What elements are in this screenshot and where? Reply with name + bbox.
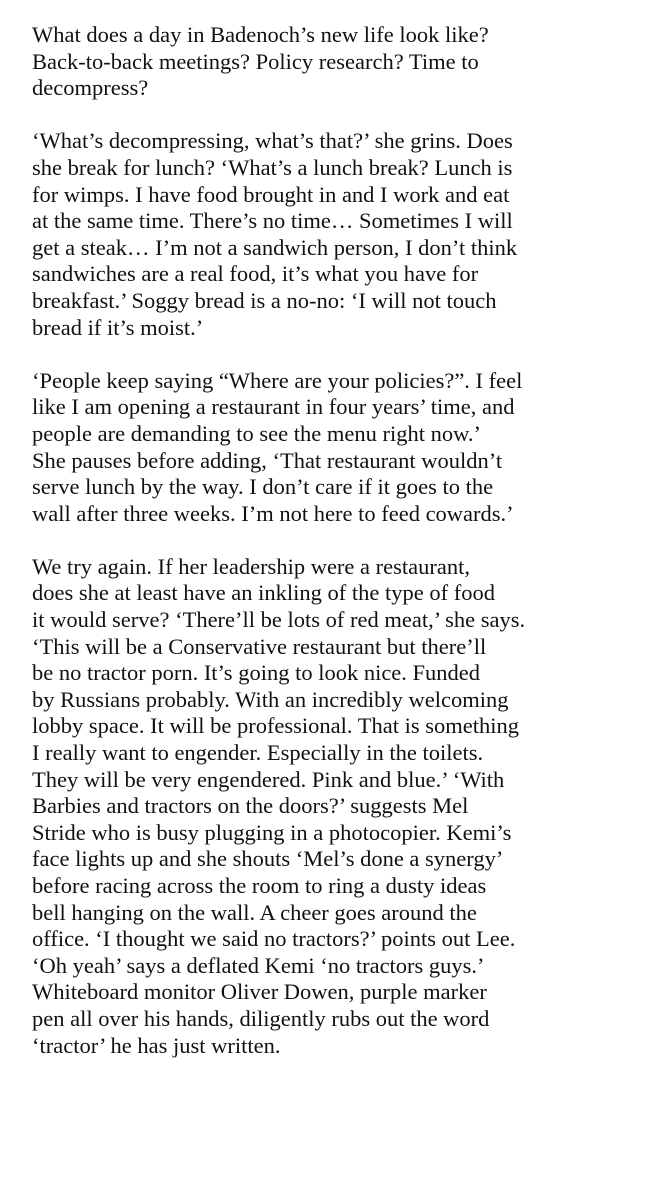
text-line: decompress?: [32, 75, 149, 101]
text-line: at the same time. There’s no time… Sometimes I will: [32, 208, 513, 234]
paragraph-4: [32, 554, 632, 1059]
text-line: What does a day in Badenoch’s new life look like?: [32, 22, 489, 47]
text-line: people are demanding to see the menu right now.’: [32, 420, 482, 446]
text-line: They will be very engendered. Pink and blue.’ ‘With: [32, 766, 505, 792]
article-body: [32, 22, 632, 1086]
text-line: ‘tractor’ he has just written.: [32, 1032, 281, 1058]
text-line: pen all over his hands, diligently rubs out the word: [32, 1005, 490, 1031]
text-line: wall after three weeks. I’m not here to feed cowards.’: [32, 500, 514, 526]
text-line: like I am opening a restaurant in four years’ time, and: [32, 394, 515, 420]
paragraph-3: [32, 368, 632, 528]
text-line: Stride who is busy plugging in a photocopier. Kemi’s: [32, 819, 512, 845]
text-line: it would serve? ‘There’ll be lots of red meat,’ she says.: [32, 607, 526, 633]
text-line: serve lunch by the way. I don’t care if it goes to the: [32, 474, 494, 500]
text-line: face lights up and she shouts ‘Mel’s done a synergy’: [32, 846, 504, 872]
text-line: bread if it’s moist.’: [32, 314, 204, 340]
text-line: does she at least have an inkling of the type of food: [32, 580, 495, 606]
text-line: before racing across the room to ring a dusty ideas: [32, 873, 487, 898]
text-line: ‘What’s decompressing, what’s that?’ she grins. Does: [32, 128, 513, 154]
text-line: I really want to engender. Especially in the toilets.: [32, 740, 484, 766]
text-line: Back-to-back meetings? Policy research? Time to: [32, 48, 479, 74]
text-line: ‘People keep saying “Where are your policies?”. I feel: [32, 367, 523, 393]
text-line: ‘Oh yeah’ says a deflated Kemi ‘no tractors guys.’: [32, 952, 485, 978]
text-line: bell hanging on the wall. A cheer goes around the: [32, 899, 477, 925]
text-line: for wimps. I have food brought in and I work and eat: [32, 181, 510, 207]
text-line: sandwiches are a real food, it’s what you have for: [32, 261, 479, 287]
text-line: breakfast.’ Soggy bread is a no-no: ‘I will not touch: [32, 287, 497, 313]
text-line: be no tractor porn. It’s going to look nice. Funded: [32, 660, 481, 686]
text-line: lobby space. It will be professional. That is something: [32, 713, 520, 739]
paragraph-2: [32, 128, 632, 341]
text-line: We try again. If her leadership were a restaurant,: [32, 553, 470, 579]
paragraph-1: [32, 22, 632, 102]
text-line: she break for lunch? ‘What’s a lunch break? Lunch is: [32, 154, 513, 180]
text-line: Whiteboard monitor Oliver Dowen, purple marker: [32, 979, 487, 1005]
text-line: Barbies and tractors on the doors?’ suggests Mel: [32, 793, 469, 819]
text-line: office. ‘I thought we said no tractors?’ points out Lee.: [32, 926, 516, 952]
text-line: ‘This will be a Conservative restaurant but there’ll: [32, 633, 487, 659]
text-line: get a steak… I’m not a sandwich person, I don’t think: [32, 234, 518, 260]
text-line: She pauses before adding, ‘That restaurant wouldn’t: [32, 447, 503, 473]
text-line: by Russians probably. With an incredibly welcoming: [32, 686, 509, 712]
